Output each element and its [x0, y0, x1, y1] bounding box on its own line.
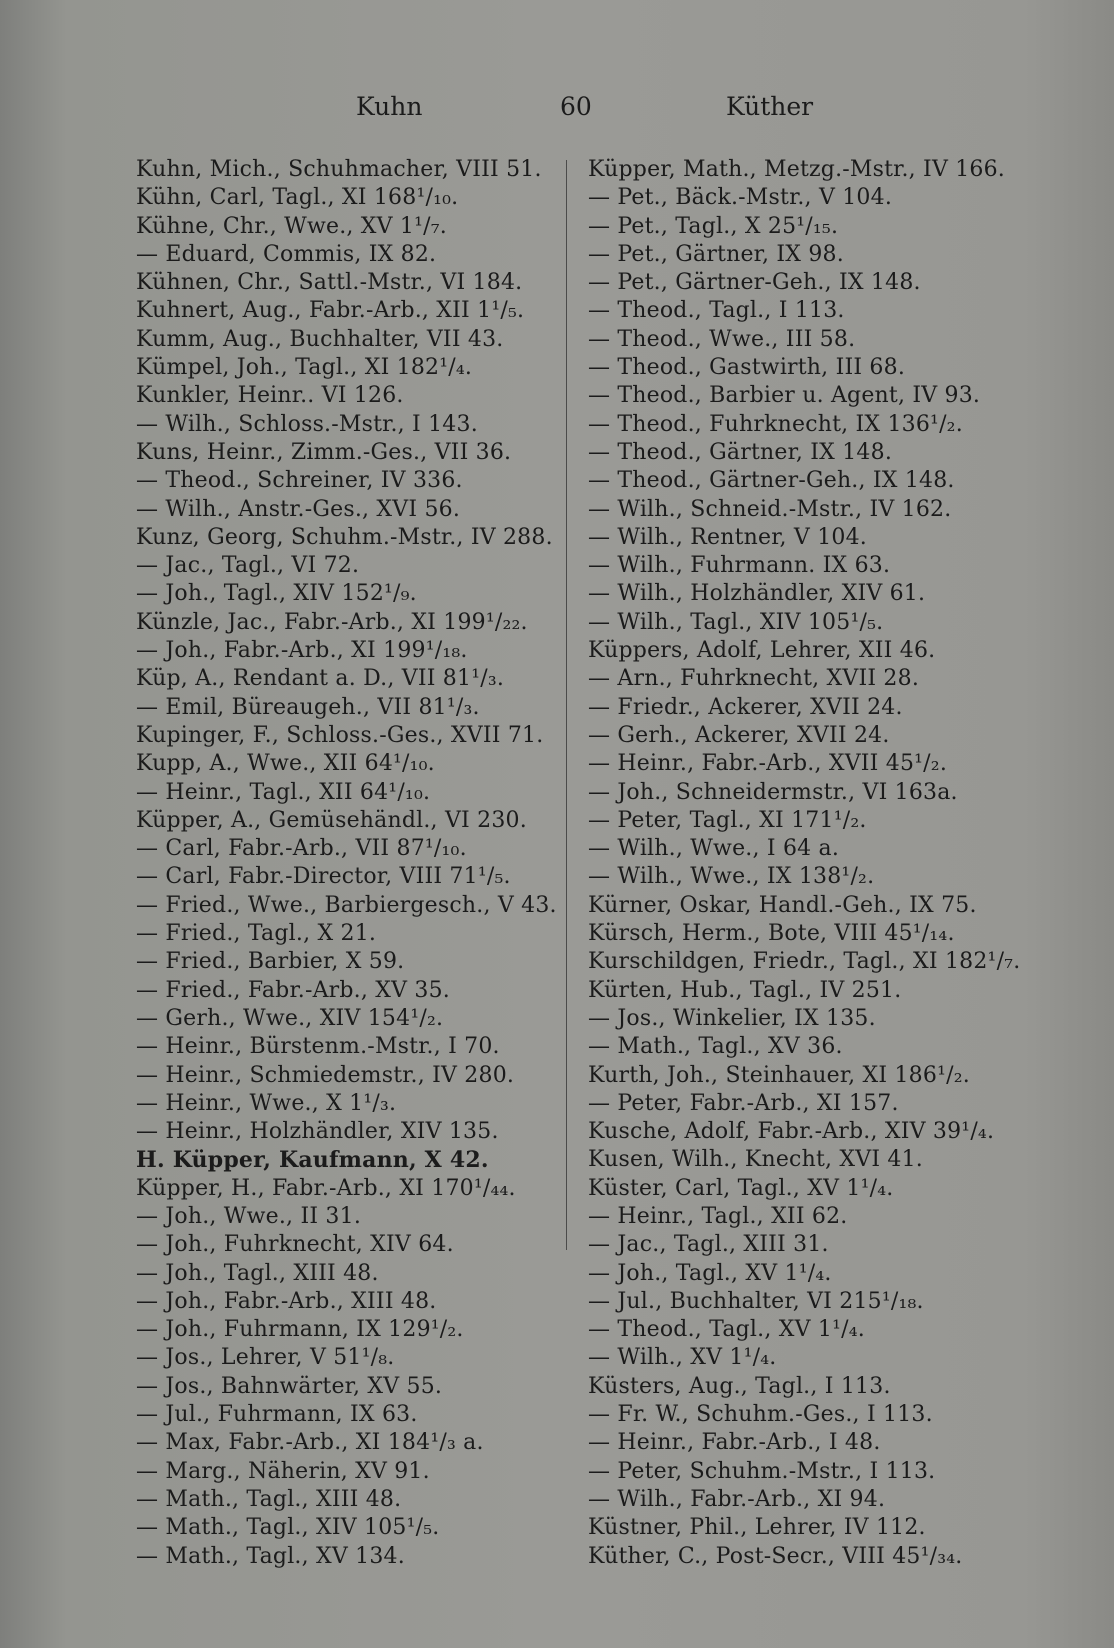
- directory-entry: Kumm, Aug., Buchhalter, VII 43.: [136, 326, 504, 352]
- directory-entry: — Wilh., Tagl., XIV 105¹/₅.: [588, 609, 884, 635]
- running-head-left: Kuhn: [356, 92, 423, 121]
- directory-entry: — Wilh., Fuhrmann. IX 63.: [588, 553, 891, 579]
- directory-entry: Kürten, Hub., Tagl., IV 251.: [588, 977, 902, 1003]
- directory-entry: — Wilh., Schloss.-Mstr., I 143.: [136, 411, 478, 437]
- directory-entry: — Math., Tagl., XV 134.: [136, 1543, 405, 1569]
- directory-entry: — Theod., Schreiner, IV 336.: [136, 468, 463, 494]
- directory-entry: — Theod., Tagl., I 113.: [588, 298, 845, 324]
- directory-entry: — Wilh., Wwe., IX 138¹/₂.: [588, 864, 875, 890]
- directory-entry: — Math., Tagl., XV 36.: [588, 1034, 843, 1060]
- directory-entry: — Peter, Schuhm.-Mstr., I 113.: [588, 1458, 936, 1484]
- directory-entry: Künzle, Jac., Fabr.-Arb., XI 199¹/₂₂.: [136, 609, 528, 635]
- directory-entry: — Friedr., Ackerer, XVII 24.: [588, 694, 903, 720]
- directory-entry: Kusche, Adolf, Fabr.-Arb., XIV 39¹/₄.: [588, 1119, 995, 1145]
- directory-entry: — Heinr., Fabr.-Arb., XVII 45¹/₂.: [588, 751, 948, 777]
- directory-entry: — Heinr., Wwe., X 1¹/₃.: [136, 1090, 397, 1116]
- directory-entry: — Gerh., Ackerer, XVII 24.: [588, 722, 890, 748]
- directory-entry: Küpper, H., Fabr.-Arb., XI 170¹/₄₄.: [136, 1175, 516, 1201]
- directory-entry: — Joh., Fuhrmann, IX 129¹/₂.: [136, 1317, 464, 1343]
- directory-entry: Kusen, Wilh., Knecht, XVI 41.: [588, 1147, 923, 1173]
- directory-entry: Kühn, Carl, Tagl., XI 168¹/₁₀.: [136, 185, 459, 211]
- directory-entry: Kühnen, Chr., Sattl.-Mstr., VI 184.: [136, 270, 523, 296]
- column-divider: [566, 160, 567, 1250]
- directory-entry: Kürner, Oskar, Handl.-Geh., IX 75.: [588, 892, 977, 918]
- directory-entry: — Heinr., Holzhändler, XIV 135.: [136, 1119, 499, 1145]
- directory-entry: — Joh., Tagl., XIII 48.: [136, 1260, 379, 1286]
- directory-entry: — Jac., Tagl., VI 72.: [136, 553, 360, 579]
- directory-entry: — Theod., Tagl., XV 1¹/₄.: [588, 1317, 865, 1343]
- directory-entry: Kürsch, Herm., Bote, VIII 45¹/₁₄.: [588, 921, 955, 947]
- directory-entry: — Joh., Schneidermstr., VI 163a.: [588, 779, 958, 805]
- directory-entry: — Carl, Fabr.-Arb., VII 87¹/₁₀.: [136, 836, 467, 862]
- directory-entry: — Joh., Wwe., II 31.: [136, 1203, 362, 1229]
- directory-entry: — Wilh., Anstr.-Ges., XVI 56.: [136, 496, 461, 522]
- directory-entry: — Jos., Winkelier, IX 135.: [588, 1005, 876, 1031]
- directory-entry: — Theod., Gärtner, IX 148.: [588, 439, 893, 465]
- directory-entry: — Joh., Fabr.-Arb., XI 199¹/₁₈.: [136, 638, 468, 664]
- directory-entry: — Pet., Gärtner, IX 98.: [588, 241, 844, 267]
- directory-entry: — Pet., Gärtner-Geh., IX 148.: [588, 270, 921, 296]
- directory-entry: — Pet., Bäck.-Mstr., V 104.: [588, 185, 893, 211]
- directory-entry: Kunkler, Heinr.. VI 126.: [136, 383, 404, 409]
- directory-entry: — Joh., Tagl., XV 1¹/₄.: [588, 1260, 832, 1286]
- directory-entry: — Wilh., XV 1¹/₄.: [588, 1345, 777, 1371]
- directory-entry: Küpper, A., Gemüsehändl., VI 230.: [136, 807, 527, 833]
- directory-entry: — Jos., Bahnwärter, XV 55.: [136, 1373, 443, 1399]
- directory-entry: Kuhn, Mich., Schuhmacher, VIII 51.: [136, 157, 542, 182]
- directory-entry: — Joh., Fuhrknecht, XIV 64.: [136, 1232, 454, 1258]
- directory-entry: — Gerh., Wwe., XIV 154¹/₂.: [136, 1005, 444, 1031]
- directory-entry: Küpper, Math., Metzg.-Mstr., IV 166.: [588, 157, 1006, 182]
- directory-entry: — Joh., Fabr.-Arb., XIII 48.: [136, 1288, 437, 1314]
- directory-entry: — Carl, Fabr.-Director, VIII 71¹/₅.: [136, 864, 511, 890]
- directory-entry: — Theod., Wwe., III 58.: [588, 326, 856, 352]
- directory-entry: Kuns, Heinr., Zimm.-Ges., VII 36.: [136, 439, 512, 465]
- directory-entry: — Math., Tagl., XIV 105¹/₅.: [136, 1515, 440, 1541]
- directory-entry: — Heinr., Fabr.-Arb., I 48.: [588, 1430, 881, 1456]
- directory-entry: Kühne, Chr., Wwe., XV 1¹/₇.: [136, 213, 447, 239]
- directory-entry: Küppers, Adolf, Lehrer, XII 46.: [588, 638, 936, 664]
- directory-entry: — Theod., Gärtner-Geh., IX 148.: [588, 468, 955, 494]
- directory-entry: Küster, Carl, Tagl., XV 1¹/₄.: [588, 1175, 894, 1201]
- right-column: [588, 156, 1020, 1571]
- directory-entry: Kuhnert, Aug., Fabr.-Arb., XII 1¹/₅.: [136, 298, 525, 324]
- directory-entry: — Max, Fabr.-Arb., XI 184¹/₃ a.: [136, 1430, 484, 1456]
- directory-entry: — Heinr., Schmiedemstr., IV 280.: [136, 1062, 515, 1088]
- directory-entry: — Joh., Tagl., XIV 152¹/₉.: [136, 581, 417, 607]
- directory-entry: — Wilh., Schneid.-Mstr., IV 162.: [588, 496, 952, 522]
- directory-entry: — Theod., Fuhrknecht, IX 136¹/₂.: [588, 411, 963, 437]
- running-head-right: Küther: [726, 92, 814, 121]
- directory-entry: Küsters, Aug., Tagl., I 113.: [588, 1373, 891, 1399]
- directory-entry: — Fried., Barbier, X 59.: [136, 949, 405, 975]
- page-number: 60: [560, 92, 592, 121]
- directory-entry: H. Küpper, Kaufmann, X 42.: [136, 1147, 489, 1174]
- directory-entry: — Wilh., Rentner, V 104.: [588, 524, 867, 550]
- directory-entry: — Heinr., Tagl., XII 64¹/₁₀.: [136, 779, 431, 805]
- directory-entry: — Fr. W., Schuhm.-Ges., I 113.: [588, 1402, 933, 1428]
- directory-entry: — Wilh., Wwe., I 64 a.: [588, 836, 840, 862]
- directory-entry: — Jul., Buchhalter, VI 215¹/₁₈.: [588, 1288, 924, 1314]
- directory-entry: Küther, C., Post-Secr., VIII 45¹/₃₄.: [588, 1543, 963, 1569]
- directory-entry: Küp, A., Rendant a. D., VII 81¹/₃.: [136, 666, 505, 692]
- directory-entry: Kurschildgen, Friedr., Tagl., XI 182¹/₇.: [588, 949, 1021, 975]
- directory-entry: — Theod., Barbier u. Agent, IV 93.: [588, 383, 981, 409]
- directory-entry: — Wilh., Fabr.-Arb., XI 94.: [588, 1486, 886, 1512]
- directory-entry: — Theod., Gastwirth, III 68.: [588, 355, 906, 381]
- directory-entry: — Arn., Fuhrknecht, XVII 28.: [588, 666, 920, 692]
- directory-entry: Kupinger, F., Schloss.-Ges., XVII 71.: [136, 722, 544, 748]
- directory-entry: Kunz, Georg, Schuhm.-Mstr., IV 288.: [136, 524, 553, 550]
- directory-entry: — Wilh., Holzhändler, XIV 61.: [588, 581, 926, 607]
- directory-entry: — Math., Tagl., XIII 48.: [136, 1486, 402, 1512]
- directory-entry: Küstner, Phil., Lehrer, IV 112.: [588, 1515, 926, 1541]
- directory-entry: Kümpel, Joh., Tagl., XI 182¹/₄.: [136, 355, 473, 381]
- directory-entry: — Jul., Fuhrmann, IX 63.: [136, 1402, 418, 1428]
- directory-entry: Kupp, A., Wwe., XII 64¹/₁₀.: [136, 751, 435, 777]
- directory-entry: — Fried., Tagl., X 21.: [136, 921, 377, 947]
- directory-entry: — Peter, Fabr.-Arb., XI 157.: [588, 1090, 899, 1116]
- directory-entry: — Heinr., Bürstenm.-Mstr., I 70.: [136, 1034, 500, 1060]
- directory-entry: — Fried., Wwe., Barbiergesch., V 43.: [136, 892, 557, 918]
- directory-entry: — Marg., Näherin, XV 91.: [136, 1458, 430, 1484]
- directory-entry: — Jac., Tagl., XIII 31.: [588, 1232, 829, 1258]
- directory-entry: — Peter, Tagl., XI 171¹/₂.: [588, 807, 867, 833]
- directory-entry: — Jos., Lehrer, V 51¹/₈.: [136, 1345, 395, 1371]
- directory-entry: Kurth, Joh., Steinhauer, XI 186¹/₂.: [588, 1062, 970, 1088]
- directory-entry: — Emil, Büreaugeh., VII 81¹/₃.: [136, 694, 480, 720]
- directory-entry: — Fried., Fabr.-Arb., XV 35.: [136, 977, 450, 1003]
- directory-entry: — Eduard, Commis, IX 82.: [136, 241, 437, 267]
- directory-entry: — Heinr., Tagl., XII 62.: [588, 1203, 848, 1229]
- left-column: [136, 156, 557, 1571]
- directory-entry: — Pet., Tagl., X 25¹/₁₅.: [588, 213, 839, 239]
